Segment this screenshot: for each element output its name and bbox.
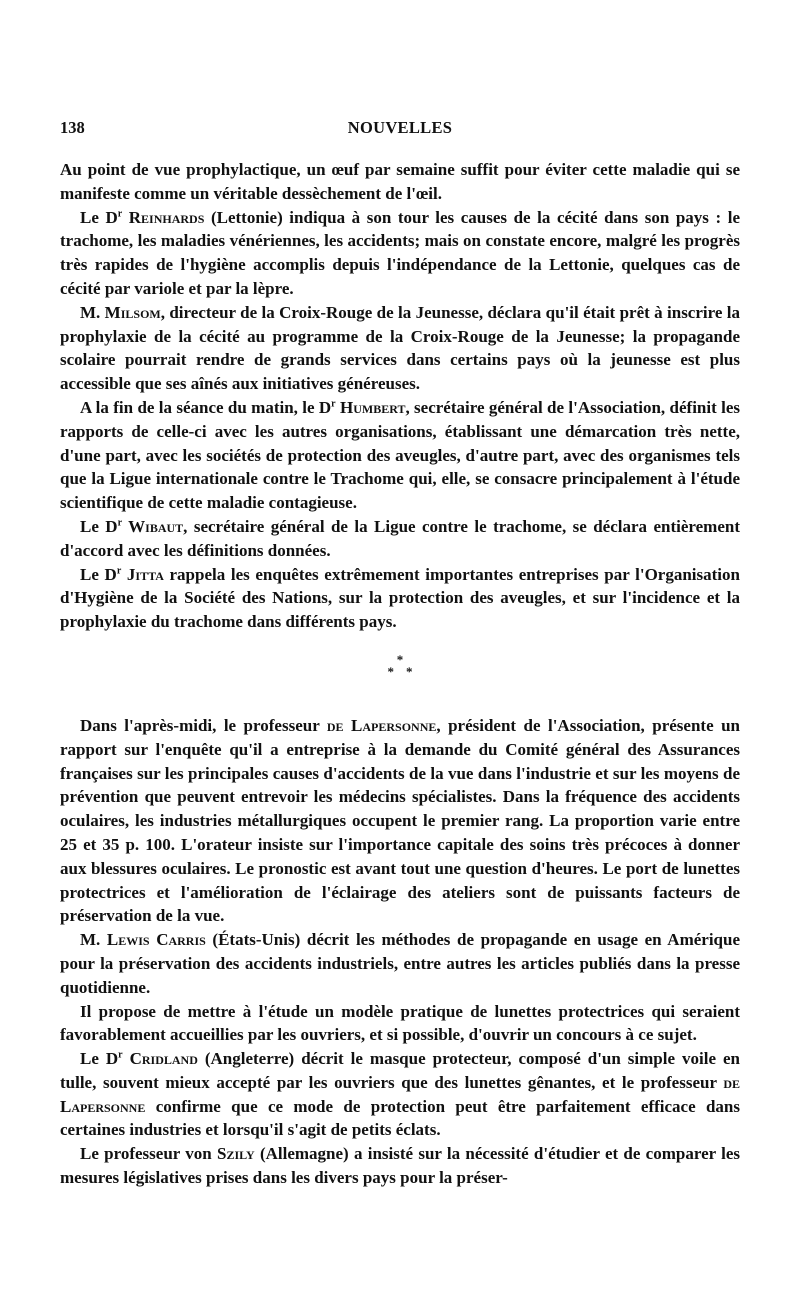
paragraph: Le $D^r$ Reinhards (Lettonie) indiqua à son tour les causes de la cécité dans son pays : le trachome, les maladies vénériennes, les accidents; mais on constate encore, malgré les progrès très rapides de l'hygiène accomplis depuis l'indépendance de la Lettonie, quelques cas de cécité par variole et par la lèpre. <box>60 207 740 298</box>
person-name: Jitta <box>121 564 164 584</box>
asterism-bottom: ** <box>387 663 425 679</box>
paragraph: Il propose de mettre à l'étude un modèle pratique de lunettes protectrices qui seraient favorablement accueillies par les ouvriers, et si possible, d'ouvrir un concours à ce sujet. <box>60 1001 740 1045</box>
paragraph: Le $D^r$ Wibaut, secrétaire général de la Ligue contre le trachome, se déclara entièrement d'accord avec les définitions données. <box>60 516 741 560</box>
person-name: Humbert <box>335 397 406 417</box>
paragraph: Dans l'après-midi, le professeur de Lapersonne, président de l'Association, présente un rapport sur l'enquête qu'il a entreprise à la demande du Comité général des Assurances françaises sur les principales causes d'accidents de la vue dans l'industrie et sur les moyens de prévention que peuvent entrevoir les médecins spécialistes. Dans la fréquence des accidents oculaires, les industries métallurgiques occupent le premier rang. La proportion varie entre 25 et 35 p. 100. L'orateur insiste sur l'importance capitale des soins très précoces à donner aux blessures oculaires. Le pronostic est avant tout une question d'heures. Le port de lunettes protectrices et l'amélioration de l'éclairage des ateliers sont de puissants facteurs de préservation de la vue. <box>60 715 740 926</box>
person-name: de Lapersonne <box>326 715 437 735</box>
paragraph: Au point de vue prophylactique, un œuf par semaine suffit pour éviter cette maladie qui se manifeste comme un véritable dessèchement de l'œil. <box>60 160 740 203</box>
document-page <box>60 118 740 1190</box>
paragraph: A la fin de la séance du matin, le $D^r$ Humbert, secrétaire général de l'Association, définit les rapports de celle-ci avec les autres organisations, établissant une démarcation très nette, d'une part, avec les sociétés de protection des aveugles, d'autre part, avec des organismes tels que la Ligue internationale contre le Trachome qui, elle, se consacre principalement à l'étude scientifique de cette maladie contagieuse. <box>60 397 740 513</box>
paragraph: M. Lewis Carris (États-Unis) décrit les méthodes de propagande en usage en Amérique pour la préservation des accidents industriels, entre autres les articles publiés dans la presse quotidienne. <box>60 930 740 997</box>
body-text <box>60 158 740 1190</box>
paragraph: Le professeur von Szily (Allemagne) a insisté sur la nécessité d'étudier et de comparer les mesures législatives prises dans les divers pays pour la préser- <box>60 1144 741 1188</box>
person-name: Reinhards <box>122 207 205 227</box>
person-name: Milsom <box>104 302 161 322</box>
person-name: de Lapersonne <box>60 1072 740 1116</box>
person-name: Cridland <box>122 1049 198 1069</box>
paragraph: M. Milsom, directeur de la Croix-Rouge de la Jeunesse, déclara qu'il était prêt à inscrire la prophylaxie de la cécité au programme de la Croix-Rouge de la Jeunesse; la propagande scolaire pourrait rendre de grands services dans certains pays où la jeunesse est plus accessible que ses aînés aux initiatives généreuses. <box>60 302 740 394</box>
person-name: Wibaut <box>122 516 184 536</box>
person-name: Lewis Carris <box>106 930 206 950</box>
section-separator <box>60 634 740 714</box>
page-number: 138 <box>60 118 85 137</box>
paragraph: Le $D^r$ Jitta rappela les enquêtes extrêmement importantes entreprises par l'Organisation d'Hygiène de la Société des Nations, sur la protection des aveugles, et sur l'incidence et la prophylaxie du trachome dans différents pays. <box>60 564 740 632</box>
running-header <box>60 118 740 146</box>
person-name: Szily <box>217 1144 255 1164</box>
running-title: NOUVELLES <box>347 118 453 137</box>
paragraph: Le $D^r$ Cridland (Angleterre) décrit le masque protecteur, composé d'un simple voile en tulle, souvent mieux accepté par les ouvriers que des lunettes gênantes, et le professeur de Lapersonne confirme que ce mode de protection peut être parfaitement efficace dans certaines industries et lorsqu'il s'agit de petits éclats. <box>60 1049 740 1140</box>
asterism-top: * <box>396 651 404 667</box>
